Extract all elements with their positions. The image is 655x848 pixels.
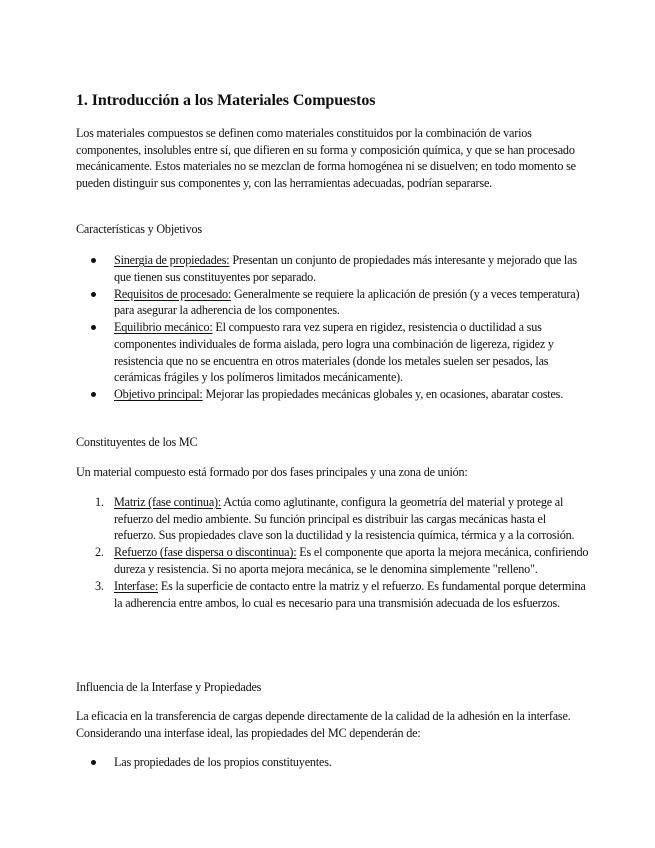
intro-paragraph: Los materiales compuestos se definen como materiales constituidos por la combinación de varios componentes, insolubles entre sí, que difieren en su forma y composición química, y que se han procesado mecánicamente. Estos materiales no se mezclan de forma homogénea ni se disuelven; en todo momento se pueden distinguir sus componentes y, con las herramientas adecuadas, podrían separarse. (76, 126, 576, 190)
item-term: Matriz (fase continua): (114, 495, 222, 509)
list-item (76, 494, 589, 544)
item-text: Actúa como aglutinante, configura la geometría del material y protege al refuerzo del medio ambiente. Su función principal es distribuir las cargas mecánicas hasta el refuerzo. Sus propiedades clave son la ductilidad y la resistencia química, térmica y a la corrosión. (114, 495, 575, 543)
item-term: Equilibrio mecánico: (114, 320, 213, 335)
item-term: Interfase: (114, 578, 159, 593)
item-text: Es el componente que aporta la mejora mecánica, confiriendo dureza y resistencia. Si no aporta mejora mecánica, se le denomina simplemente "relleno". (114, 545, 589, 576)
interface-paragraph: La eficacia en la transferencia de cargas depende directamente de la calidad de la adhesión en la interfase. Considerando una interfase ideal, las propiedades del MC dependerán de: (76, 709, 571, 740)
section-heading-characteristics: Características y Objetivos (76, 222, 202, 236)
item-number: 3. (95, 578, 104, 593)
constituents-lead: Un material compuesto está formado por dos fases principales y una zona de unión: (76, 465, 468, 479)
list-item (76, 386, 589, 403)
bullet-icon (91, 392, 96, 397)
characteristics-list (76, 252, 589, 403)
item-number: 2. (95, 545, 104, 560)
item-text: Las propiedades de los propios constituyentes. (114, 755, 332, 769)
item-term: Refuerzo (fase dispersa o discontinua): (114, 545, 297, 560)
page-title: 1. Introducción a los Materiales Compuestos (76, 92, 376, 109)
list-item (76, 754, 589, 771)
list-item (76, 578, 589, 611)
interface-list (76, 754, 589, 771)
list-item (76, 286, 589, 319)
section-heading-constituents: Constituyentes de los MC (76, 435, 198, 449)
item-term: Objetivo principal: (114, 387, 203, 402)
constituents-list (76, 494, 589, 612)
item-text: El compuesto rara vez supera en rigidez, resistencia o ductilidad a sus componentes individuales de forma aislada, pero logra una combinación de ligereza, rigidez y resistencia que no se encuentra en otros materiales (donde los metales suelen ser pesados, las cerámicas frágiles y los polímeros limitados mecánicamente). (114, 320, 554, 385)
bullet-icon (91, 292, 96, 297)
item-text: Mejorar las propiedades mecánicas globales y, en ocasiones, abaratar costes. (202, 387, 564, 402)
item-number: 1. (95, 495, 104, 509)
list-item (76, 544, 589, 577)
list-item (76, 319, 589, 385)
bullet-icon (91, 760, 96, 765)
section-heading-interface: Influencia de la Interfase y Propiedades (76, 680, 262, 694)
item-term: Sinergia de propiedades: (114, 253, 230, 267)
bullet-icon (91, 325, 96, 330)
item-term: Requisitos de procesado: (114, 286, 232, 301)
item-text: Es la superficie de contacto entre la matriz y el refuerzo. Es fundamental porque determina la adherencia entre ambos, lo cual es necesario para una transmisión adecuada de los esfuerzos. (114, 578, 586, 610)
bullet-icon (91, 258, 96, 263)
list-item (76, 252, 589, 285)
item-text: Generalmente se requiere la aplicación de presión (y a veces temperatura) para asegurar la adherencia de los componentes. (114, 286, 580, 318)
item-text: Presentan un conjunto de propiedades más interesante y mejorado que las que tienen sus constituyentes por separado. (114, 253, 577, 284)
